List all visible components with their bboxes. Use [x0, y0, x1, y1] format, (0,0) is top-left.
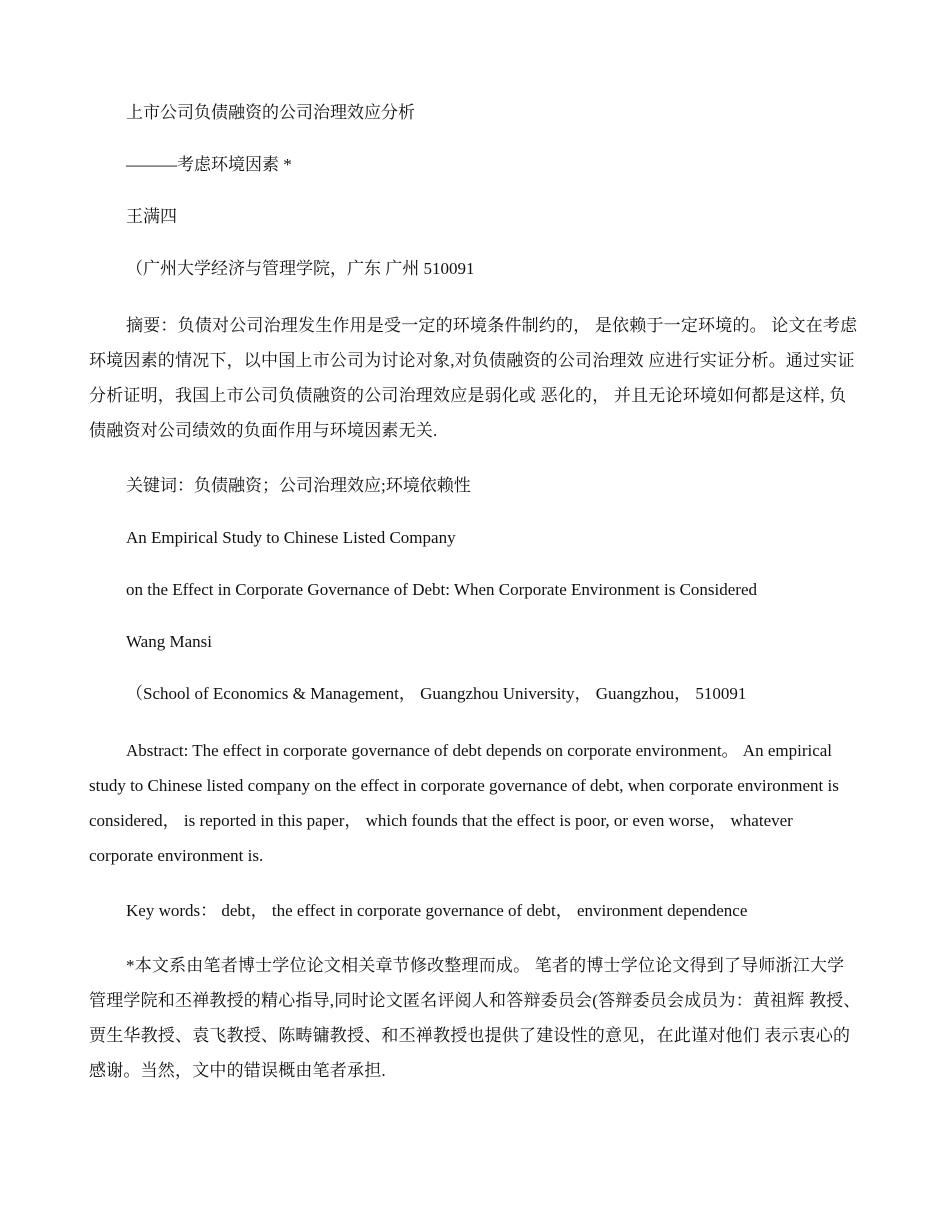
affiliation-en: （School of Economics & Management， Guangzhou University， Guangzhou， 510091	[126, 684, 747, 703]
abstract-en: Abstract: The effect in corporate governance of debt depends on corporate environment。 An empirical study to Chinese listed company on the effect in corporate governance of debt, when corporate environment is considered， is reported in this paper， which founds that the effect is poor, or even worse， whatever corporate environment is.	[89, 741, 839, 865]
abstract-cn: 摘要：负债对公司治理发生作用是受一定的环境条件制约的， 是依赖于一定环境的。 论文在考虑环境因素的情况下，以中国上市公司为讨论对象,对负债融资的公司治理效 应进行实证分析。通过实证分析证明，我国上市公司负债融资的公司治理效应是弱化或 恶化的， 并且无论环境如何都是这样, 负债融资对公司绩效的负面作用与环境因素无关.	[89, 316, 858, 440]
author-cn: 王满四	[126, 207, 177, 226]
keywords-cn: 关键词：负债融资；公司治理效应;环境依赖性	[126, 476, 471, 495]
document-body	[89, 98, 861, 1111]
paper-title: 上市公司负债融资的公司治理效应分析	[126, 103, 415, 122]
affiliation-cn: （广州大学经济与管理学院，广东 广州 510091	[126, 259, 475, 278]
author-en: Wang Mansi	[126, 632, 212, 651]
footnote: *本文系由笔者博士学位论文相关章节修改整理而成。 笔者的博士学位论文得到了导师浙江大学 管理学院和丕禅教授的精心指导,同时论文匿名评阅人和答辩委员会(答辩委员会成员为：黄祖辉 教授、贾生华教授、袁飞教授、陈畴镛教授、和丕禅教授也提供了建设性的意见，在此谨对他们 表示衷心的感谢。当然，文中的错误概由笔者承担.	[89, 956, 861, 1080]
paper-subtitle: ———考虑环境因素 *	[126, 155, 292, 174]
keywords-en: Key words： debt， the effect in corporate governance of debt， environment dependence	[126, 901, 748, 920]
title-en-line2: on the Effect in Corporate Governance of Debt: When Corporate Environment is Considered	[126, 580, 758, 599]
title-en-line1: An Empirical Study to Chinese Listed Company	[126, 528, 456, 547]
